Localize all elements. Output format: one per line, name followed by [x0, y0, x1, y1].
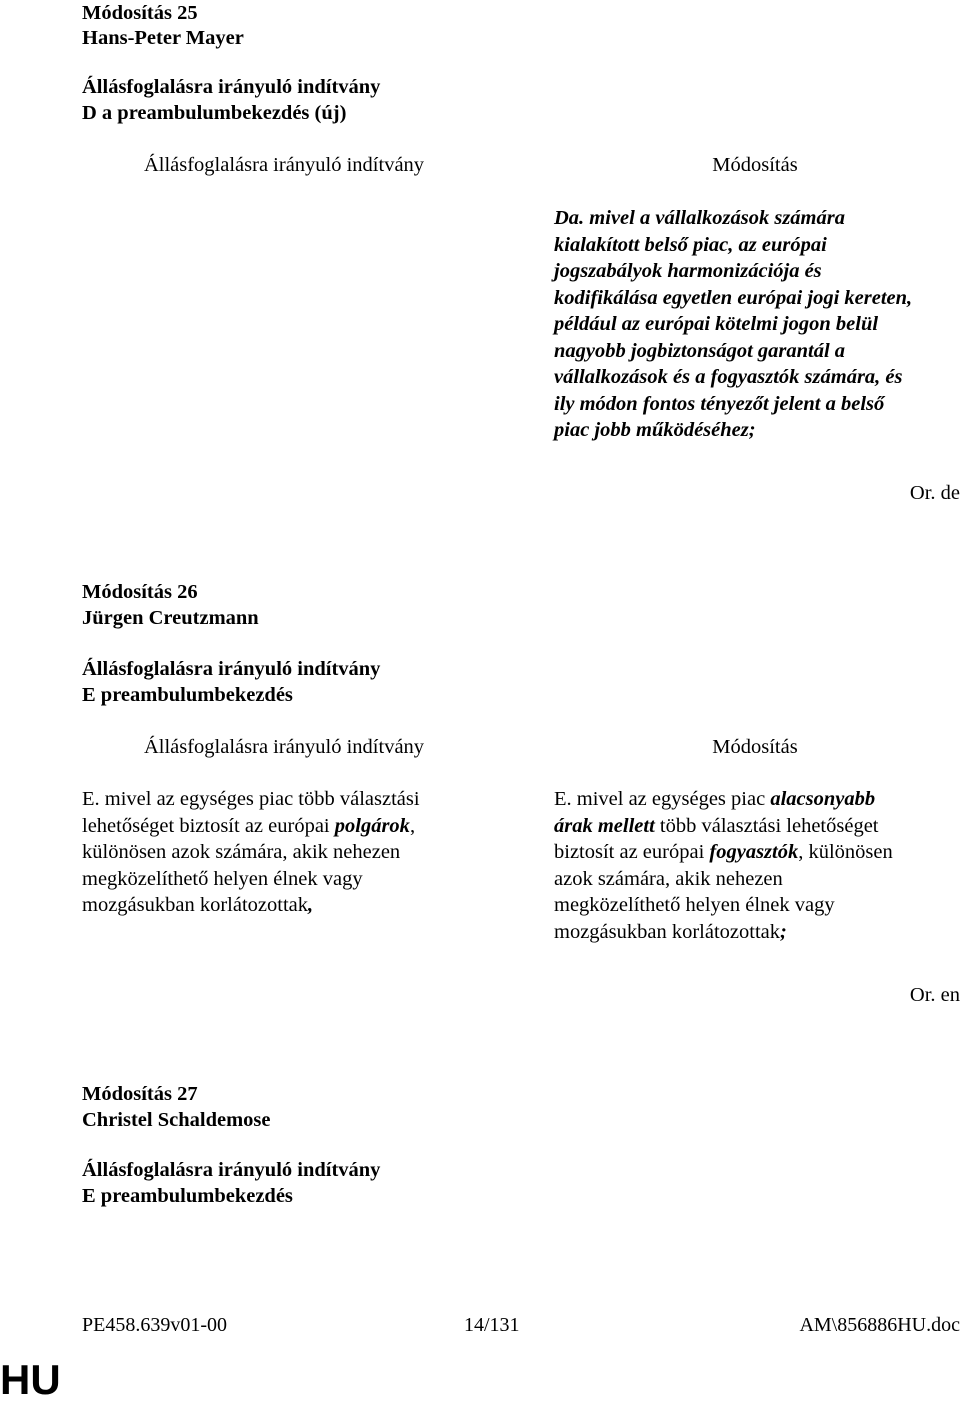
text-line	[82, 892, 502, 919]
text-line: kialakított belső piac, az európai	[554, 233, 827, 256]
text-run: több választási lehetőséget	[654, 814, 879, 837]
emphasis-polgarok: polgárok	[334, 814, 410, 837]
emphasis-semicolon: ;	[780, 920, 787, 943]
amendment-25-right-text	[554, 205, 960, 444]
text-line: Da. mivel a vállalkozások számára	[554, 207, 845, 229]
emphasis-fogyasztok: fogyasztók	[709, 841, 799, 863]
amendment-25-doc-type: Állásfoglalásra irányuló indítvány	[82, 76, 381, 98]
text-run: E. mivel az egységes piac	[554, 788, 771, 810]
amendment-25-left-heading: Állásfoglalásra irányuló indítvány	[143, 154, 425, 176]
amendment-26-author: Jürgen Creutzmann	[82, 607, 259, 629]
text-run: , különösen	[798, 841, 893, 863]
amendment-27-reference: E preambulumbekezdés	[82, 1185, 293, 1207]
amendment-26-left-text	[82, 786, 502, 919]
text-line: piac jobb működéséhez;	[554, 419, 756, 441]
amendment-27-doc-type: Állásfoglalásra irányuló indítvány	[82, 1159, 381, 1181]
amendment-27-number: Módosítás 27	[82, 1083, 198, 1105]
text-line: nagyobb jogbiztonságot garantál a	[554, 339, 846, 362]
footer-file-name: AM\856886HU.doc	[799, 1314, 960, 1336]
amendment-25-reference: D a preambulumbekezdés (új)	[82, 102, 347, 124]
text-line: kodifikálása egyetlen európai jogi kereten,	[554, 286, 913, 309]
text-line	[82, 813, 502, 840]
text-line: például az európai kötelmi jogon belül	[554, 313, 879, 335]
amendment-26-left-heading: Állásfoglalásra irányuló indítvány	[143, 736, 425, 758]
text-line	[554, 786, 960, 813]
text-line: megközelíthető helyen élnek vagy	[82, 867, 363, 890]
text-run: ,	[409, 814, 416, 837]
text-line: különösen azok számára, akik nehezen	[82, 841, 401, 863]
text-run: biztosít az európai	[554, 841, 710, 863]
amendment-27-author: Christel Schaldemose	[82, 1109, 271, 1131]
amendment-25-original-language: Or. de	[909, 482, 960, 504]
text-line: E. mivel az egységes piac több választási	[82, 788, 420, 810]
amendment-26-right-heading: Módosítás	[712, 736, 798, 758]
text-run: mozgásukban korlátozottak	[554, 920, 781, 943]
emphasis-comma: ,	[308, 894, 314, 916]
text-line: jogszabályok harmonizációja és	[554, 260, 822, 282]
text-line	[554, 839, 960, 866]
text-line	[554, 919, 960, 946]
text-line: vállalkozások és a fogyasztók számára, és	[554, 366, 903, 388]
text-line: azok számára, akik nehezen	[554, 867, 783, 890]
amendment-26-doc-type: Állásfoglalásra irányuló indítvány	[82, 658, 381, 680]
amendment-26-right-text	[554, 786, 960, 945]
text-run: lehetőséget biztosít az európai	[82, 814, 335, 837]
emphasis-alacsonyabb: alacsonyabb	[770, 788, 876, 810]
amendment-25-author: Hans-Peter Mayer	[82, 27, 244, 49]
amendment-25-right-heading: Módosítás	[712, 154, 798, 176]
text-run: mozgásukban korlátozottak	[82, 894, 309, 916]
emphasis-arak-mellett: árak mellett	[554, 814, 655, 837]
footer-language-code: HU	[0, 1356, 61, 1403]
amendment-26-reference: E preambulumbekezdés	[82, 684, 293, 706]
footer-doc-ref: PE458.639v01-00	[82, 1314, 227, 1336]
amendment-26-original-language: Or. en	[909, 984, 960, 1006]
text-line: ily módon fontos tényezőt jelent a belső	[554, 392, 885, 415]
text-line	[554, 813, 960, 840]
footer-page-number: 14/131	[464, 1314, 520, 1336]
text-line: megközelíthető helyen élnek vagy	[554, 894, 835, 916]
amendment-26-number: Módosítás 26	[82, 581, 198, 603]
amendment-25-number: Módosítás 25	[82, 2, 198, 24]
